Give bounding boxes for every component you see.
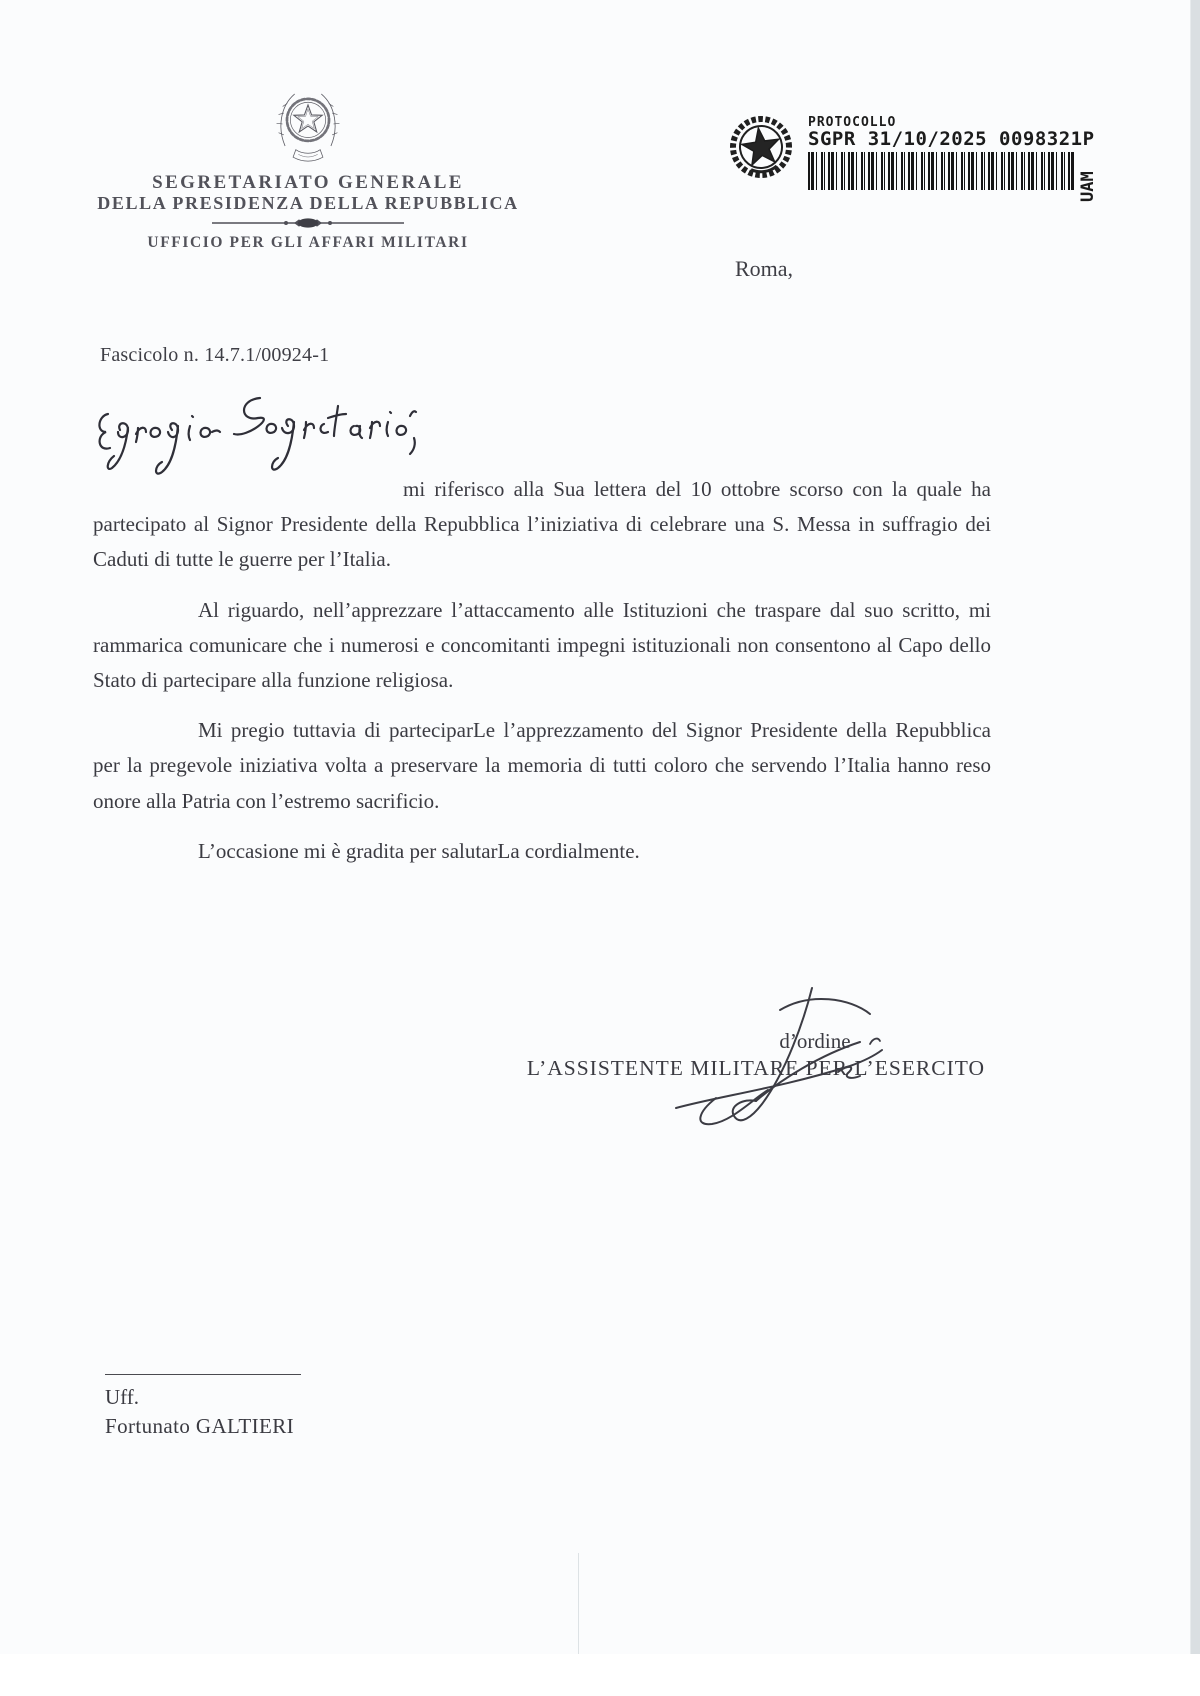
letterhead-org-line1: SEGRETARIATO GENERALE — [152, 172, 464, 193]
stamp-barcode — [808, 152, 1076, 190]
signature-order-label: d’ordine — [779, 1029, 851, 1053]
stamp-side-code: UAM — [1078, 171, 1098, 202]
scan-edge-right — [1191, 0, 1200, 1696]
signer-office-abbr: Uff. — [105, 1385, 140, 1409]
signer-rule — [105, 1374, 301, 1375]
signer-block — [105, 1374, 301, 1441]
paragraph-4: L’occasione mi è gradita per salutarLa cordialmente. — [198, 838, 640, 863]
letterhead — [88, 86, 528, 252]
file-reference: Fascicolo n. 14.7.1/00924-1 — [100, 344, 330, 366]
letterhead-org-line2: DELLA PRESIDENZA DELLA REPUBBLICA — [97, 193, 519, 213]
paragraph-2: Al riguardo, nell’apprezzare l’attaccamento alle Istituzioni che traspare dal suo scritto, mi rammarica comunicare che i numerosi e concomitanti impegni istituzionali non consentono al Capo dello Stato di partecipare alla funzione religiosa. — [93, 597, 991, 693]
handwritten-salutation — [92, 386, 444, 483]
date-line: Roma, — [735, 256, 794, 281]
handwritten-signature-icon — [660, 980, 890, 1130]
handwriting-salutation-icon — [92, 386, 444, 478]
stamp-text — [808, 116, 1095, 150]
stamp-protocol-code: SGPR 31/10/2025 0098321P — [808, 128, 1095, 150]
letter-body — [93, 472, 991, 869]
stamp-emblem-icon — [726, 112, 796, 182]
letterhead-divider-ornament — [208, 217, 408, 229]
letterhead-office: UFFICIO PER GLI AFFARI MILITARI — [147, 234, 469, 251]
paragraph-3: Mi pregio tuttavia di parteciparLe l’apprezzamento del Signor Presidente della Repubblica per la pregevole iniziativa volta a preservare la memoria di tutti coloro che servendo l’Italia hanno reso onore alla Patria con l’estremo sacrificio. — [93, 718, 991, 813]
stamp-protocol-label: PROTOCOLLO — [808, 115, 897, 130]
protocol-stamp — [726, 108, 1106, 218]
signer-name: Fortunato GALTIERI — [105, 1414, 294, 1438]
paragraph-1: mi riferisco alla Sua lettera del 10 ottobre scorso con la quale ha partecipato al Signor Presidente della Repubblica l’iniziativa di celebrare una S. Messa in suffragio dei Caduti di tutte le guerre per l’Italia. — [93, 477, 991, 572]
signature-role-label: L’ASSISTENTE MILITARE PER L’ESERCITO — [526, 1056, 986, 1080]
scan-edge-bottom — [0, 1654, 1200, 1696]
italy-emblem-icon — [275, 86, 341, 166]
scan-crease-line — [578, 1553, 579, 1658]
